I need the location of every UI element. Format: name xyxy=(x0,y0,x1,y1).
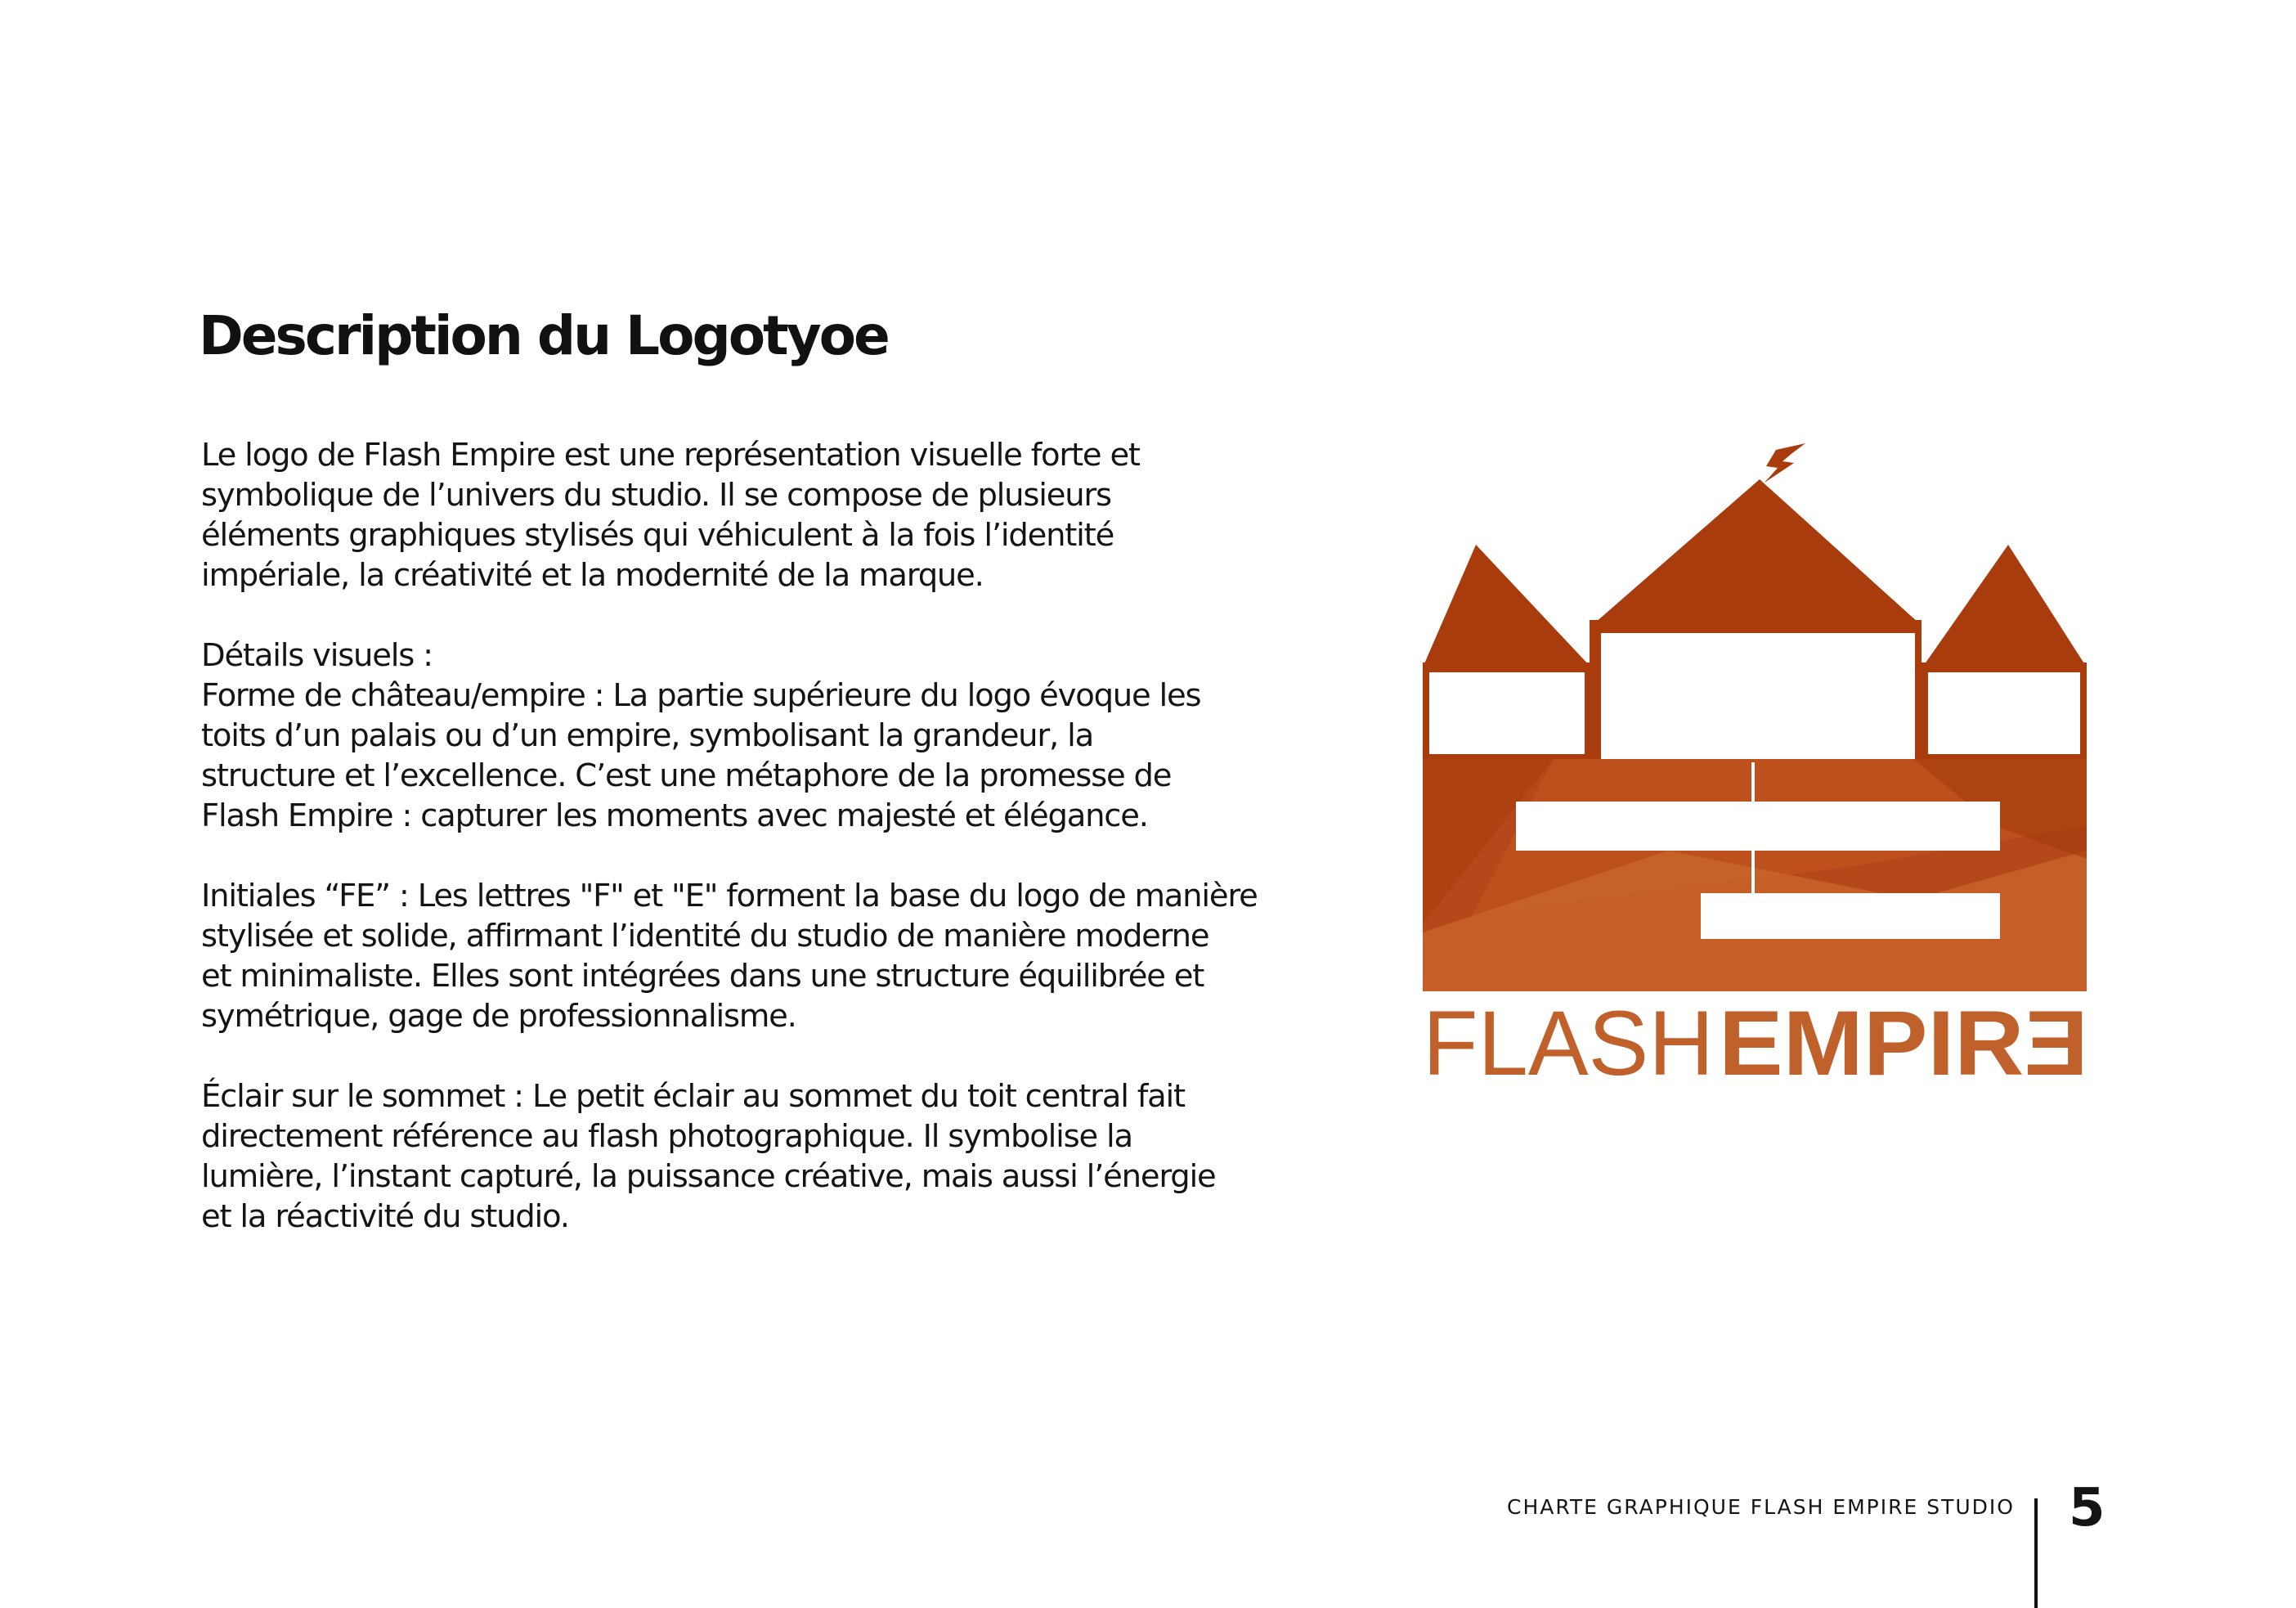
body-text xyxy=(201,435,1346,1237)
footer-label: CHARTE GRAPHIQUE FLASH EMPIRE STUDIO xyxy=(1507,1495,2015,1519)
text-line: Éclair sur le sommet : Le petit éclair au sommet du toit central fait xyxy=(201,1078,1185,1115)
text-line: toits d’un palais ou d’un empire, symbolisant la grandeur, la xyxy=(201,717,1093,754)
text-line: Initiales “FE” : Les lettres "F" et "E" forment la base du logo de manière xyxy=(201,878,1258,914)
left-roof xyxy=(1423,545,1591,667)
paragraph-initials xyxy=(201,876,1346,1036)
flash-empire-logo xyxy=(1423,442,2093,1080)
wordmark-light: FLASH xyxy=(1423,992,1714,1080)
text-line: structure et l’excellence. C’est une métaphore de la promesse de xyxy=(201,757,1172,794)
text-line: Forme de château/empire : La partie supérieure du logo évoque les xyxy=(201,677,1201,714)
wordmark-bold: EMPIRƎ xyxy=(1719,992,2088,1080)
text-line: lumière, l’instant capturé, la puissance créative, mais aussi l’énergie xyxy=(201,1158,1216,1195)
text-line: symbolique de l’univers du studio. Il se compose de plusieurs xyxy=(201,477,1111,514)
right-tower-window xyxy=(1928,672,2080,754)
text-line: symétrique, gage de professionnalisme. xyxy=(201,998,796,1035)
paragraph-castle xyxy=(201,636,1346,836)
fe-cutout-top xyxy=(1516,802,2000,851)
text-line: et minimaliste. Elles sont intégrées dans une structure équilibrée et xyxy=(201,958,1204,995)
page-number: 5 xyxy=(2069,1478,2105,1538)
paragraph-lightning xyxy=(201,1076,1346,1237)
text-line: directement référence au flash photographique. Il symbolise la xyxy=(201,1118,1132,1155)
text-line: Détails visuels : xyxy=(201,637,433,674)
text-line: stylisée et solide, affirmant l’identité du studio de manière moderne xyxy=(201,918,1209,954)
text-line: éléments graphiques stylisés qui véhiculent à la fois l’identité xyxy=(201,517,1114,554)
fe-cutout-bottom xyxy=(1701,893,2000,939)
text-line: Le logo de Flash Empire est une représentation visuelle forte et xyxy=(201,437,1140,474)
text-line: Flash Empire : capturer les moments avec majesté et élégance. xyxy=(201,797,1148,834)
fe-divider xyxy=(1751,762,1755,916)
text-line: impériale, la créativité et la modernité de la marque. xyxy=(201,557,984,594)
text-line: et la réactivité du studio. xyxy=(201,1198,569,1235)
lightning-bolt-icon xyxy=(1765,443,1805,483)
left-tower-window xyxy=(1429,672,1585,754)
paragraph-intro xyxy=(201,435,1346,595)
right-roof xyxy=(1922,545,2087,667)
page-title: Description du Logotyoe xyxy=(199,304,888,367)
central-roof xyxy=(1594,479,1919,623)
footer-divider xyxy=(2034,1498,2038,1608)
central-tower-window xyxy=(1601,633,1915,759)
